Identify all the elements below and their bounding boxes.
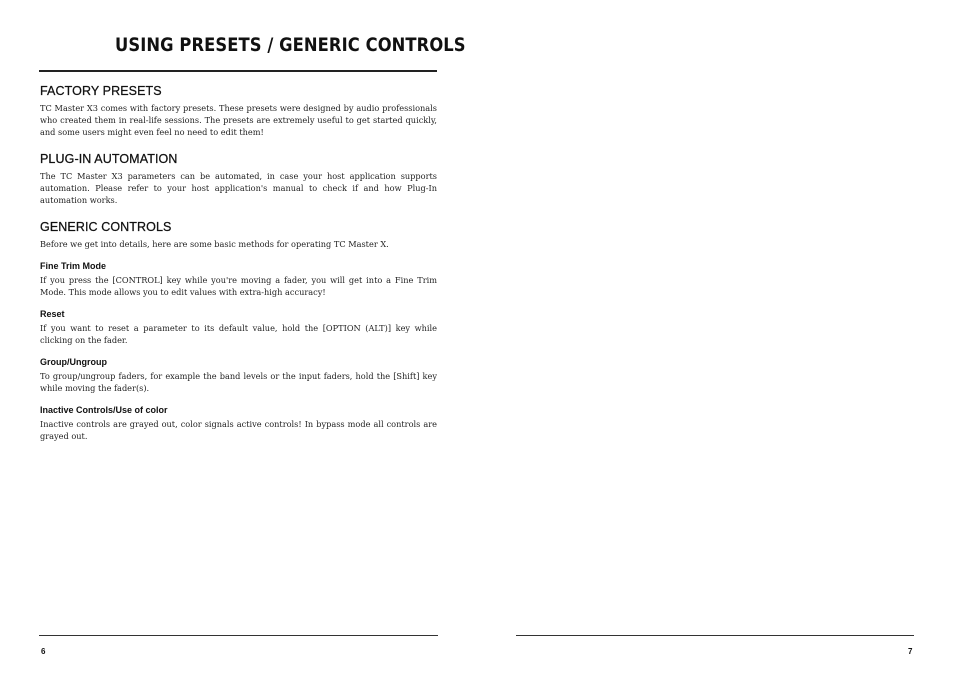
subsection-body: If you want to reset a parameter to its default value, hold the [OPTION (ALT)] key while clicking on the fader.: [40, 323, 437, 345]
section-factory-presets: [40, 84, 437, 138]
section-heading: PLUG-IN AUTOMATION: [40, 152, 178, 166]
section-body: TC Master X3 comes with factory presets. These presets were designed by audio professionals who created them in real-life sessions. The presets are extremely useful to get started quickly, and some users might even feel no need to edit them!: [40, 103, 437, 137]
subsection-fine-trim: [40, 261, 437, 298]
page-number: 6: [41, 647, 46, 656]
section-body: Before we get into details, here are some basic methods for operating TC Master X.: [40, 239, 389, 249]
title-divider: [39, 70, 437, 72]
section-heading: GENERIC CONTROLS: [40, 220, 172, 234]
section-generic-controls: [40, 220, 437, 250]
subsection-body: If you press the [CONTROL] key while you're moving a fader, you will get into a Fine Trim Mode. This mode allows you to edit values with extra-high accuracy!: [40, 275, 437, 297]
section-plugin-automation: [40, 152, 437, 206]
subsection-heading: Fine Trim Mode: [40, 261, 107, 271]
subsection-body: To group/ungroup faders, for example the band levels or the input faders, hold the [Shift] key while moving the fader(s).: [40, 371, 437, 393]
subsection-group-ungroup: [40, 357, 437, 394]
right-page: [477, 0, 954, 675]
subsection-heading: Group/Ungroup: [40, 357, 107, 367]
page-content: [40, 84, 437, 453]
subsection-heading: Inactive Controls/Use of color: [40, 405, 168, 415]
section-body: The TC Master X3 parameters can be automated, in case your host application supports automation. Please refer to your host application's manual to check if and how Plug-In automation works.: [40, 171, 437, 205]
footer-divider: [39, 635, 438, 636]
page-number: 7: [908, 647, 913, 656]
subsection-heading: Reset: [40, 309, 65, 319]
subsection-body: Inactive controls are grayed out, color signals active controls! In bypass mode all controls are grayed out.: [40, 419, 437, 441]
section-heading: FACTORY PRESETS: [40, 84, 162, 98]
footer-divider: [516, 635, 914, 636]
subsection-reset: [40, 309, 437, 346]
subsection-inactive-controls: [40, 405, 437, 442]
page-title: USING PRESETS / GENERIC CONTROLS: [115, 34, 466, 56]
